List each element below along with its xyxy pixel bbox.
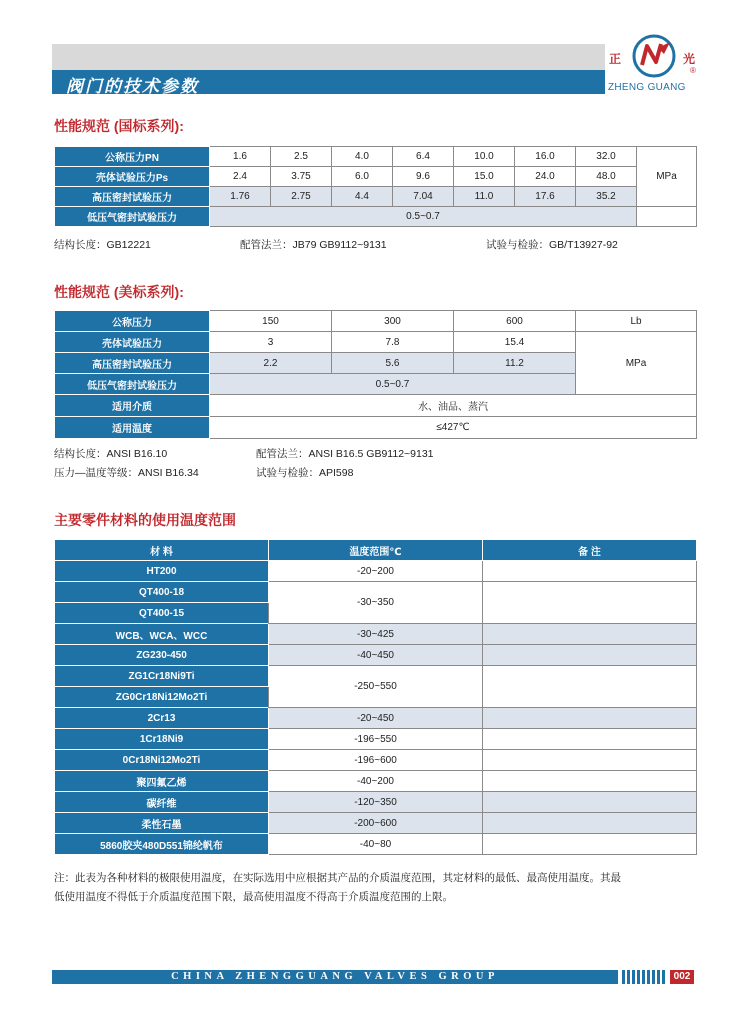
remark-cell	[483, 561, 697, 582]
table-cell: 35.2	[576, 187, 637, 207]
section-heading-ansi: 性能规范 (美标系列):	[54, 284, 184, 300]
table-cell: 150	[210, 311, 332, 332]
table-row	[55, 147, 697, 167]
material-cell: 0Cr18Ni12Mo2Ti	[55, 750, 269, 771]
table-cell: 2.4	[210, 167, 271, 187]
row-label: 适用温度	[55, 417, 210, 439]
material-cell: ZG230-450	[55, 645, 269, 666]
material-cell: QT400-18	[55, 582, 269, 603]
temperature-range-cell: -250~550	[269, 666, 483, 708]
table-row	[55, 187, 697, 207]
unit-cell: MPa	[637, 147, 697, 207]
remark-cell	[483, 582, 697, 624]
company-logo	[606, 30, 698, 98]
row-label: 低压气密封试验压力	[55, 207, 210, 227]
table-row	[55, 666, 697, 687]
logo-text: ZHENG GUANG	[608, 82, 686, 93]
section-heading-materials: 主要零件材料的使用温度范围	[54, 512, 236, 528]
material-cell: 5860胶夹480D551锦纶帆布	[55, 834, 269, 855]
table-row	[55, 624, 697, 645]
temperature-range-cell: -20~450	[269, 708, 483, 729]
table-row	[55, 792, 697, 813]
row-label: 壳体试验压力Ps	[55, 167, 210, 187]
temperature-range-cell: -30~350	[269, 582, 483, 624]
table-cell: 300	[332, 311, 454, 332]
table-row	[55, 834, 697, 855]
footer-company-name: CHINA ZHENGGUANG VALVES GROUP	[171, 971, 499, 982]
unit-cell: Lb	[576, 311, 697, 332]
remark-cell	[483, 624, 697, 645]
table-cell: 16.0	[515, 147, 576, 167]
footnote-line-2: 低使用温度不得低于介质温度范围下限，最高使用温度不得高于介质温度范围的上限。	[54, 891, 453, 903]
temperature-range-cell: -40~450	[269, 645, 483, 666]
table-row	[55, 708, 697, 729]
footnote-line-1: 注：此表为各种材料的极限使用温度，在实际选用中应根据其产品的介质温度范围，其定材料的最低、最高使用温度。其最	[54, 872, 621, 884]
table-cell: ≤427℃	[210, 417, 697, 439]
page-title: 阀门的技术参数	[66, 77, 199, 96]
table-cell: 6.4	[393, 147, 454, 167]
table-cell: 600	[454, 311, 576, 332]
table-row	[55, 645, 697, 666]
ansi-spec-table	[54, 310, 697, 439]
logo-char-guang: 光	[683, 52, 696, 66]
table-cell: 水、油品、蒸汽	[210, 395, 697, 417]
table-cell: 48.0	[576, 167, 637, 187]
note-test: 试验与检验：API598	[256, 467, 354, 479]
temperature-range-cell: -120~350	[269, 792, 483, 813]
temperature-range-cell: -30~425	[269, 624, 483, 645]
material-cell: 2Cr13	[55, 708, 269, 729]
table-cell: 3.75	[271, 167, 332, 187]
table-cell: 2.2	[210, 353, 332, 374]
row-label: 高压密封试验压力	[55, 353, 210, 374]
table-row	[55, 332, 697, 353]
table-cell: 4.4	[332, 187, 393, 207]
page-number: 002	[670, 970, 694, 984]
note-structure-length: 结构长度：GB12221	[54, 239, 151, 251]
logo-registered-mark: ®	[690, 66, 696, 75]
zhengguang-logo-icon	[630, 32, 678, 80]
table-row	[55, 417, 697, 439]
table-cell: 2.5	[271, 147, 332, 167]
row-label: 适用介质	[55, 395, 210, 417]
temperature-range-cell: -20~200	[269, 561, 483, 582]
section-heading-gb: 性能规范 (国标系列):	[54, 118, 184, 134]
unit-cell: MPa	[576, 332, 697, 395]
table-cell: 4.0	[332, 147, 393, 167]
table-cell: 7.8	[332, 332, 454, 353]
remark-cell	[483, 666, 697, 708]
table-cell: 6.0	[332, 167, 393, 187]
table-row	[55, 813, 697, 834]
table-row	[55, 207, 697, 227]
table-cell: 0.5~0.7	[210, 374, 576, 395]
table-cell: 10.0	[454, 147, 515, 167]
material-cell: WCB、WCA、WCC	[55, 624, 269, 645]
table-cell: 7.04	[393, 187, 454, 207]
note-test: 试验与检验：GB/T13927-92	[486, 239, 618, 251]
temperature-range-cell: -196~550	[269, 729, 483, 750]
material-cell: ZG1Cr18Ni9Ti	[55, 666, 269, 687]
row-label: 公称压力	[55, 311, 210, 332]
table-cell: 3	[210, 332, 332, 353]
gb-spec-table	[54, 146, 697, 227]
remark-cell	[483, 834, 697, 855]
temperature-range-cell: -196~600	[269, 750, 483, 771]
row-label: 壳体试验压力	[55, 332, 210, 353]
column-header: 温度范围℃	[269, 540, 483, 561]
remark-cell	[483, 771, 697, 792]
logo-char-zheng: 正	[609, 52, 622, 66]
note-flange: 配管法兰：JB79 GB9112~9131	[240, 239, 387, 251]
row-label: 高压密封试验压力	[55, 187, 210, 207]
row-label: 公称压力PN	[55, 147, 210, 167]
remark-cell	[483, 792, 697, 813]
table-cell: 24.0	[515, 167, 576, 187]
material-cell: 柔性石墨	[55, 813, 269, 834]
column-header: 备 注	[483, 540, 697, 561]
table-cell: 1.6	[210, 147, 271, 167]
remark-cell	[483, 708, 697, 729]
material-cell: 碳纤维	[55, 792, 269, 813]
table-cell: 2.75	[271, 187, 332, 207]
footer-stripes	[622, 970, 665, 984]
table-row	[55, 750, 697, 771]
table-cell: 15.4	[454, 332, 576, 353]
table-cell: 9.6	[393, 167, 454, 187]
material-cell: HT200	[55, 561, 269, 582]
table-cell: 17.6	[515, 187, 576, 207]
remark-cell	[483, 645, 697, 666]
remark-cell	[483, 729, 697, 750]
column-header: 材 料	[55, 540, 269, 561]
remark-cell	[483, 813, 697, 834]
table-cell: 5.6	[332, 353, 454, 374]
table-row	[55, 582, 697, 603]
table-cell: 15.0	[454, 167, 515, 187]
empty-cell	[637, 207, 697, 227]
table-row	[55, 561, 697, 582]
remark-cell	[483, 750, 697, 771]
material-cell: QT400-15	[55, 603, 269, 624]
table-row	[55, 771, 697, 792]
table-cell: 32.0	[576, 147, 637, 167]
table-row	[55, 167, 697, 187]
material-cell: 1Cr18Ni9	[55, 729, 269, 750]
table-row	[55, 395, 697, 417]
header-grey-band	[52, 44, 605, 70]
note-flange: 配管法兰：ANSI B16.5 GB9112~9131	[256, 448, 434, 460]
materials-temperature-table	[54, 539, 697, 855]
table-cell: 0.5~0.7	[210, 207, 637, 227]
material-cell: ZG0Cr18Ni12Mo2Ti	[55, 687, 269, 708]
table-cell: 11.0	[454, 187, 515, 207]
temperature-range-cell: -200~600	[269, 813, 483, 834]
note-pressure-temp-rating: 压力—温度等级：ANSI B16.34	[54, 467, 199, 479]
row-label: 低压气密封试验压力	[55, 374, 210, 395]
table-header-row	[55, 540, 697, 561]
temperature-range-cell: -40~80	[269, 834, 483, 855]
table-cell: 11.2	[454, 353, 576, 374]
table-cell: 1.76	[210, 187, 271, 207]
material-cell: 聚四氟乙烯	[55, 771, 269, 792]
note-structure-length: 结构长度：ANSI B16.10	[54, 448, 168, 460]
table-row	[55, 311, 697, 332]
temperature-range-cell: -40~200	[269, 771, 483, 792]
table-row	[55, 729, 697, 750]
